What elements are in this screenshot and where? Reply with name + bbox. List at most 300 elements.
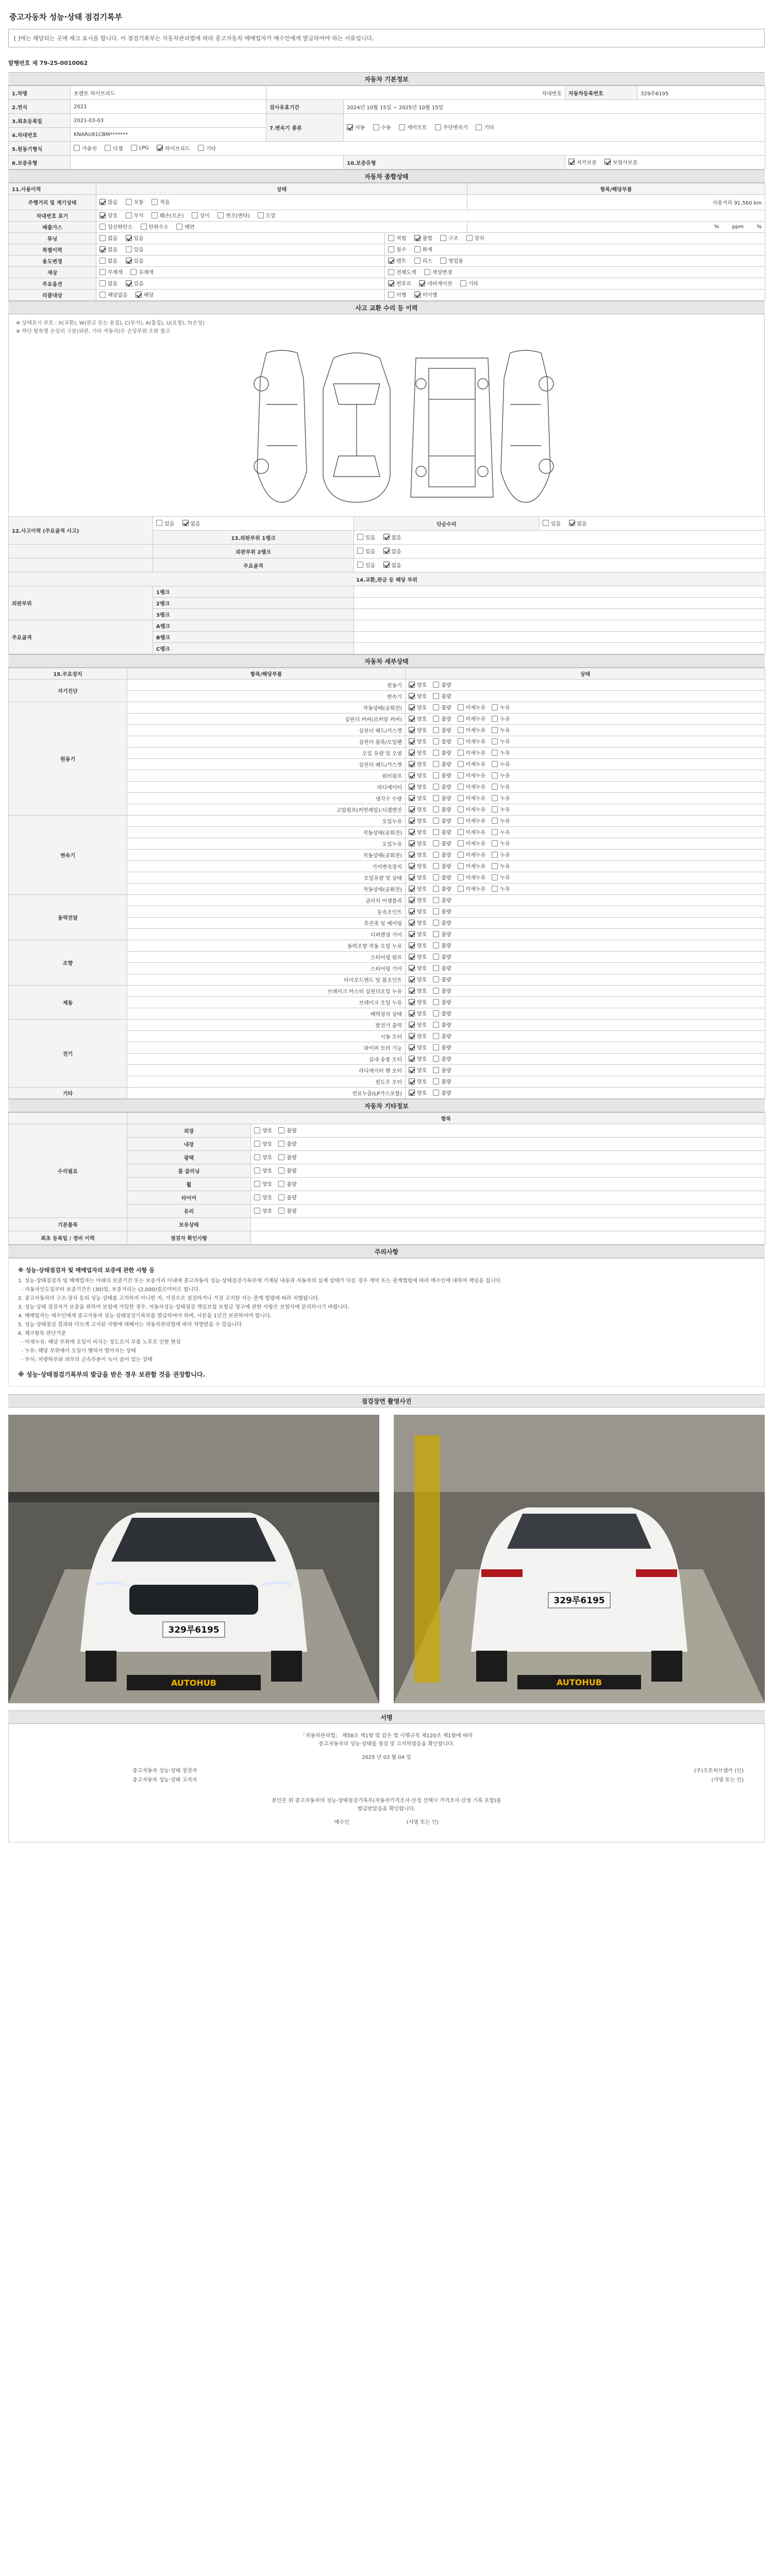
status-option[interactable]: 불량	[278, 1180, 296, 1188]
checkbox-checked[interactable]	[409, 840, 415, 846]
checkbox[interactable]	[433, 761, 439, 767]
status-option[interactable]: 불량	[433, 760, 451, 768]
checkbox[interactable]	[435, 124, 441, 130]
checkbox[interactable]	[433, 772, 439, 778]
status-option[interactable]: 불량	[433, 987, 451, 994]
checkbox[interactable]	[458, 886, 464, 892]
checkbox-checked[interactable]	[409, 920, 415, 926]
checkbox-checked[interactable]	[409, 704, 415, 710]
checkbox[interactable]	[492, 818, 498, 824]
status-option[interactable]: 불량	[433, 941, 451, 949]
status-option[interactable]: 미세누유	[458, 873, 486, 881]
status-option[interactable]: 불량	[433, 692, 451, 700]
checkbox[interactable]	[492, 716, 498, 722]
status-option[interactable]: 누유	[492, 862, 510, 870]
status-option[interactable]: 미세누유	[458, 862, 486, 870]
status-option[interactable]: 양호	[409, 1077, 427, 1085]
status-option[interactable]: 불량	[433, 953, 451, 960]
status-option[interactable]: 불량	[433, 1055, 451, 1062]
checkbox-checked[interactable]	[409, 954, 415, 960]
checkbox[interactable]	[492, 727, 498, 733]
checkbox[interactable]	[278, 1154, 284, 1160]
status-option[interactable]: 불량	[433, 1021, 451, 1028]
document-title: 중고자동차 성능·상태 점검기록부	[9, 12, 123, 22]
checkbox[interactable]	[433, 1044, 439, 1050]
status-option[interactable]: 양호	[254, 1153, 272, 1161]
checkbox-checked[interactable]	[409, 1022, 415, 1028]
status-option[interactable]: 불량	[433, 930, 451, 938]
status-option[interactable]: 양호	[254, 1166, 272, 1174]
checkbox-checked[interactable]	[409, 908, 415, 914]
checkbox[interactable]	[433, 784, 439, 790]
checkbox-checked[interactable]	[409, 999, 415, 1005]
checkbox[interactable]	[278, 1167, 284, 1174]
checkbox[interactable]	[105, 145, 111, 151]
status-option[interactable]: 양호	[409, 760, 427, 768]
checkbox-checked[interactable]	[409, 931, 415, 937]
detail-item-label: 디퍼렌셜 기어	[127, 929, 406, 940]
checkbox[interactable]	[458, 818, 464, 824]
checkbox[interactable]	[433, 1056, 439, 1062]
checkbox-checked[interactable]	[409, 1033, 415, 1039]
status-option[interactable]: 불량	[433, 873, 451, 881]
checkbox[interactable]	[433, 886, 439, 892]
checkbox-checked[interactable]	[409, 942, 415, 948]
status-option[interactable]: 양호	[254, 1193, 272, 1201]
odometer-opt-3[interactable]: 적음	[152, 198, 170, 206]
overall-col-1: 11.사용이력	[9, 183, 96, 195]
checkbox[interactable]	[492, 784, 498, 790]
status-option[interactable]: 불량	[433, 1066, 451, 1074]
status-option[interactable]: 누유	[492, 851, 510, 858]
status-option[interactable]: 불량	[433, 681, 451, 688]
status-option[interactable]: 양호	[409, 941, 427, 949]
checkbox[interactable]	[433, 931, 439, 937]
status-option[interactable]: 미세누유	[458, 771, 486, 779]
status-option[interactable]: 불량	[433, 794, 451, 802]
status-option[interactable]: 누유	[492, 839, 510, 847]
checkbox[interactable]	[492, 840, 498, 846]
checkbox[interactable]	[254, 1181, 260, 1187]
warranty-value	[71, 156, 344, 170]
checkbox-checked[interactable]	[409, 886, 415, 892]
status-option[interactable]: 양호	[409, 783, 427, 790]
checkbox-checked[interactable]	[157, 145, 163, 151]
notes-line: 6. 체크항목 판단기준	[18, 1331, 66, 1336]
status-option[interactable]: 양호	[409, 907, 427, 915]
checkbox-checked[interactable]	[409, 829, 415, 835]
status-option[interactable]: 불량	[433, 771, 451, 779]
status-option[interactable]: 미세누유	[458, 817, 486, 824]
checkbox-checked[interactable]	[568, 159, 575, 165]
detail-row	[9, 1020, 765, 1031]
status-option[interactable]: 불량	[433, 726, 451, 734]
status-option[interactable]: 불량	[433, 907, 451, 915]
status-option[interactable]: 불량	[278, 1166, 296, 1174]
checkbox-checked[interactable]	[409, 988, 415, 994]
checkbox[interactable]	[433, 874, 439, 880]
checkbox[interactable]	[278, 1181, 284, 1187]
checkbox[interactable]	[433, 988, 439, 994]
checkbox[interactable]	[433, 750, 439, 756]
status-option[interactable]: 미세누유	[458, 749, 486, 756]
checkbox[interactable]	[458, 704, 464, 710]
status-option[interactable]: 불량	[433, 1043, 451, 1051]
checkbox[interactable]	[254, 1208, 260, 1214]
detail-item-label: 연료누출(LP가스포함)	[127, 1088, 406, 1099]
checkbox-checked[interactable]	[409, 818, 415, 824]
status-option[interactable]: 양호	[409, 726, 427, 734]
checkbox[interactable]	[433, 704, 439, 710]
status-option[interactable]: 불량	[433, 975, 451, 983]
checkbox-checked[interactable]	[409, 795, 415, 801]
transmission-cvt[interactable]: 무단변속기	[435, 123, 468, 131]
status-option[interactable]: 미세누유	[458, 851, 486, 858]
status-option[interactable]: 양호	[409, 1021, 427, 1028]
checkbox[interactable]	[458, 795, 464, 801]
status-option[interactable]: 누유	[492, 794, 510, 802]
odometer-label: 주행거리 및 계기상태	[9, 195, 96, 210]
status-option[interactable]: 양호	[409, 987, 427, 994]
checkbox-checked[interactable]	[409, 1090, 415, 1096]
status-option[interactable]: 양호	[409, 1032, 427, 1040]
checkbox[interactable]	[433, 1010, 439, 1016]
checkbox-checked[interactable]	[409, 682, 415, 688]
status-option[interactable]: 미세누유	[458, 783, 486, 790]
other-info-header: 자동차 기타정보	[8, 1099, 765, 1112]
status-option[interactable]: 양호	[409, 885, 427, 892]
status-option[interactable]: 양호	[254, 1140, 272, 1147]
checkbox[interactable]	[131, 145, 137, 151]
checkbox-checked[interactable]	[409, 863, 415, 869]
vin-mark-label: 차대번호 표기	[9, 210, 96, 222]
fuel-gasoline[interactable]: 가솔린	[74, 144, 97, 152]
checkbox[interactable]	[433, 863, 439, 869]
checkbox[interactable]	[458, 863, 464, 869]
status-option[interactable]: 불량	[433, 737, 451, 745]
warranty-self[interactable]: 자가보증	[568, 158, 597, 166]
checkbox[interactable]	[433, 840, 439, 846]
checkbox[interactable]	[433, 1033, 439, 1039]
checkbox-checked[interactable]	[409, 727, 415, 733]
checkbox-checked[interactable]	[409, 874, 415, 880]
checkbox-checked[interactable]	[409, 852, 415, 858]
checkbox[interactable]	[399, 124, 405, 130]
status-option[interactable]: 누유	[492, 783, 510, 790]
status-option[interactable]: 양호	[409, 828, 427, 836]
engine-type-label: 5.원동기형식	[9, 142, 71, 156]
checkbox[interactable]	[458, 750, 464, 756]
checkbox[interactable]	[492, 750, 498, 756]
checkbox[interactable]	[492, 829, 498, 835]
status-option[interactable]: 불량	[433, 805, 451, 813]
status-option[interactable]: 양호	[409, 953, 427, 960]
status-option[interactable]: 불량	[278, 1207, 296, 1214]
checkbox[interactable]	[433, 738, 439, 744]
car-name-value: 쏘렌토 하이브리드	[71, 86, 266, 100]
status-option[interactable]: 불량	[433, 839, 451, 847]
odometer-opt-1[interactable]: 많음	[99, 198, 117, 206]
checkbox[interactable]	[433, 795, 439, 801]
checkbox[interactable]	[433, 693, 439, 699]
status-option[interactable]: 불량	[433, 703, 451, 711]
status-option[interactable]: 미세누유	[458, 885, 486, 892]
checkbox[interactable]	[492, 772, 498, 778]
status-option[interactable]: 미세누유	[458, 839, 486, 847]
checkbox[interactable]	[254, 1127, 260, 1133]
status-option[interactable]: 양호	[409, 930, 427, 938]
status-option[interactable]: 양호	[409, 681, 427, 688]
status-option[interactable]: 불량	[433, 1009, 451, 1017]
status-option[interactable]: 불량	[433, 1077, 451, 1085]
odometer-opt-2[interactable]: 보통	[126, 198, 144, 206]
status-option[interactable]: 양호	[409, 771, 427, 779]
checkbox[interactable]	[458, 829, 464, 835]
checkbox[interactable]	[492, 738, 498, 744]
checkbox-checked[interactable]	[409, 750, 415, 756]
detail-item-label: 등속조인트	[127, 906, 406, 918]
status-option[interactable]: 미세누유	[458, 760, 486, 768]
checkbox[interactable]	[198, 145, 204, 151]
checkbox-checked[interactable]	[409, 716, 415, 722]
checkbox-checked[interactable]	[409, 1067, 415, 1073]
buyer-sign-line[interactable]: 매수인 (서명 또는 인)	[334, 1820, 439, 1825]
status-option[interactable]: 불량	[433, 828, 451, 836]
checkbox[interactable]	[433, 976, 439, 982]
checkbox[interactable]	[433, 1067, 439, 1073]
fuel-diesel[interactable]: 디젤	[105, 144, 123, 152]
notes-line: - 부식: 차량하부와 외부의 금속부분이 녹이 슬어 있는 상태	[18, 1357, 153, 1363]
other-info-row: 휠 양호 불량	[9, 1178, 765, 1191]
checkbox[interactable]	[458, 784, 464, 790]
checkbox[interactable]	[492, 852, 498, 858]
checkbox[interactable]	[254, 1141, 260, 1147]
fuel-lpg[interactable]: LPG	[131, 145, 149, 151]
parts-title: 14.교환,판금 등 해당 부위	[9, 572, 765, 586]
checkbox[interactable]	[492, 761, 498, 767]
checkbox[interactable]	[458, 772, 464, 778]
status-option[interactable]: 누유	[492, 737, 510, 745]
notes-line: - 미세누유: 해당 부위에 오일이 비치는 정도로서 부품 노후로 인한 현상	[18, 1340, 181, 1345]
notes-line: 3. 성능·상태 점검자가 보증을 위하여 보험에 가입한 경우, 자동차성능·상태점검 책임보험 보험금 청구에 관한 사항은 보험사에 문의하시기 바랍니다.	[18, 1304, 350, 1310]
checkbox[interactable]	[278, 1194, 284, 1200]
checkbox[interactable]	[433, 897, 439, 903]
checkbox-checked[interactable]	[409, 784, 415, 790]
checkbox-checked[interactable]	[409, 965, 415, 971]
fuel-hybrid[interactable]: 하이브리드	[157, 144, 190, 152]
status-option[interactable]: 양호	[409, 692, 427, 700]
checkbox[interactable]	[458, 761, 464, 767]
checkbox[interactable]	[458, 874, 464, 880]
status-option[interactable]: 누유	[492, 805, 510, 813]
status-option[interactable]: 불량	[433, 749, 451, 756]
status-option[interactable]: 불량	[433, 715, 451, 722]
status-option[interactable]: 누유	[492, 771, 510, 779]
checkbox-checked[interactable]	[409, 738, 415, 744]
checkbox[interactable]	[458, 716, 464, 722]
status-option[interactable]: 양호	[409, 919, 427, 926]
checkbox[interactable]	[492, 704, 498, 710]
detail-item-label: 실린더 헤드/가스켓	[127, 725, 406, 736]
status-option[interactable]: 불량	[278, 1153, 296, 1161]
status-option[interactable]: 불량	[278, 1126, 296, 1134]
checkbox[interactable]	[433, 999, 439, 1005]
status-option[interactable]: 누유	[492, 715, 510, 722]
status-option[interactable]: 양호	[254, 1180, 272, 1188]
status-option[interactable]: 양호	[409, 749, 427, 756]
checkbox[interactable]	[433, 965, 439, 971]
status-option[interactable]: 미세누유	[458, 703, 486, 711]
status-option[interactable]: 양호	[409, 805, 427, 813]
status-option[interactable]: 불량	[433, 851, 451, 858]
status-option[interactable]: 양호	[409, 737, 427, 745]
status-option[interactable]: 누유	[492, 828, 510, 836]
status-option[interactable]: 양호	[409, 873, 427, 881]
warranty-insurance[interactable]: 보험사보증	[604, 158, 637, 166]
status-option[interactable]: 누유	[492, 817, 510, 824]
status-option[interactable]: 누유	[492, 726, 510, 734]
checkbox[interactable]	[433, 806, 439, 812]
checkbox[interactable]	[433, 727, 439, 733]
checkbox[interactable]	[433, 818, 439, 824]
plate-value: 329루6195	[637, 86, 765, 100]
checkbox-checked[interactable]	[409, 1056, 415, 1062]
checkbox[interactable]	[492, 863, 498, 869]
checkbox[interactable]	[373, 124, 379, 130]
checkbox[interactable]	[433, 908, 439, 914]
status-option[interactable]: 불량	[433, 998, 451, 1006]
detail-item-label: 냉각수 수량	[127, 793, 406, 804]
status-option[interactable]: 불량	[433, 862, 451, 870]
checkbox[interactable]	[492, 874, 498, 880]
status-option[interactable]: 미세누유	[458, 715, 486, 722]
checkbox[interactable]	[433, 682, 439, 688]
first-reg-value: 2021-03-03	[71, 114, 266, 128]
status-option[interactable]: 양호	[254, 1126, 272, 1134]
status-option[interactable]: 불량	[433, 817, 451, 824]
status-option[interactable]: 미세누유	[458, 726, 486, 734]
checkbox[interactable]	[433, 852, 439, 858]
status-option[interactable]: 양호	[409, 862, 427, 870]
checkbox-checked[interactable]	[409, 976, 415, 982]
checkbox[interactable]	[458, 738, 464, 744]
checkbox[interactable]	[433, 954, 439, 960]
checkbox[interactable]	[433, 1090, 439, 1096]
status-option[interactable]: 양호	[409, 975, 427, 983]
status-option[interactable]: 불량	[433, 1032, 451, 1040]
status-option[interactable]: 불량	[433, 885, 451, 892]
checkbox[interactable]	[458, 727, 464, 733]
status-option[interactable]: 양호	[409, 794, 427, 802]
checkbox-checked[interactable]	[409, 1044, 415, 1050]
checkbox[interactable]	[433, 920, 439, 926]
transmission-manual[interactable]: 수동	[373, 123, 391, 131]
status-option[interactable]: 불량	[278, 1193, 296, 1201]
checkbox[interactable]	[254, 1154, 260, 1160]
detail-item-label: 동력조향 작동 오일 누유	[127, 940, 406, 952]
checkbox[interactable]	[458, 806, 464, 812]
status-option[interactable]: 양호	[409, 1089, 427, 1096]
status-option[interactable]: 불량	[433, 964, 451, 972]
checkbox-checked[interactable]	[347, 124, 353, 130]
status-option[interactable]: 불량	[433, 896, 451, 904]
status-option[interactable]: 미세누유	[458, 805, 486, 813]
other-info-row: 타이어 양호 불량	[9, 1191, 765, 1205]
checkbox[interactable]	[433, 1078, 439, 1084]
status-option[interactable]: 양호	[409, 896, 427, 904]
checkbox-checked[interactable]	[409, 1078, 415, 1084]
status-option[interactable]: 불량	[433, 1089, 451, 1096]
checkbox-checked[interactable]	[604, 159, 611, 165]
status-option[interactable]: 미세누유	[458, 794, 486, 802]
checkbox[interactable]	[458, 840, 464, 846]
status-option[interactable]: 양호	[409, 839, 427, 847]
checkbox[interactable]	[433, 716, 439, 722]
transmission-auto[interactable]: 자동	[347, 123, 365, 131]
status-option[interactable]: 양호	[409, 998, 427, 1006]
status-option[interactable]: 양호	[409, 817, 427, 824]
status-option[interactable]: 양호	[409, 1043, 427, 1051]
transmission-options	[344, 114, 765, 142]
status-option[interactable]: 양호	[409, 851, 427, 858]
checkbox[interactable]	[278, 1127, 284, 1133]
checkbox[interactable]	[278, 1208, 284, 1214]
status-option[interactable]: 양호	[409, 715, 427, 722]
checkbox[interactable]	[254, 1194, 260, 1200]
checkbox[interactable]	[278, 1141, 284, 1147]
status-option[interactable]: 양호	[409, 964, 427, 972]
checkbox-checked[interactable]	[409, 1010, 415, 1016]
status-option[interactable]: 양호	[409, 1066, 427, 1074]
status-option[interactable]: 양호	[254, 1207, 272, 1214]
status-option[interactable]: 누유	[492, 749, 510, 756]
status-option[interactable]: 양호	[409, 1009, 427, 1017]
status-option[interactable]: 양호	[409, 1055, 427, 1062]
checkbox[interactable]	[433, 829, 439, 835]
main-options-label: 주요옵션	[9, 278, 96, 290]
status-option[interactable]: 불량	[278, 1140, 296, 1147]
transmission-etc[interactable]: 기타	[476, 123, 494, 131]
detail-item-label: 오일누유	[127, 816, 406, 827]
status-option[interactable]: 미세누유	[458, 737, 486, 745]
checkbox-checked[interactable]	[409, 806, 415, 812]
fuel-etc[interactable]: 기타	[198, 144, 216, 152]
checkbox-checked[interactable]	[409, 761, 415, 767]
checkbox-checked[interactable]	[409, 693, 415, 699]
checkbox[interactable]	[476, 124, 482, 130]
checkbox-checked[interactable]	[409, 897, 415, 903]
transmission-semi[interactable]: 세미오토	[399, 123, 427, 131]
status-option[interactable]: 누유	[492, 885, 510, 892]
status-option[interactable]: 누유	[492, 873, 510, 881]
checkbox[interactable]	[74, 145, 80, 151]
status-option[interactable]: 양호	[409, 703, 427, 711]
checkbox[interactable]	[492, 886, 498, 892]
checkbox[interactable]	[433, 942, 439, 948]
checkbox[interactable]	[433, 1022, 439, 1028]
rear-banner-text: AUTOHUB	[557, 1677, 602, 1687]
status-option[interactable]: 불량	[433, 783, 451, 790]
checkbox[interactable]	[458, 852, 464, 858]
checkbox-checked[interactable]	[409, 772, 415, 778]
checkbox[interactable]	[492, 806, 498, 812]
status-option[interactable]: 불량	[433, 919, 451, 926]
checkbox[interactable]	[254, 1167, 260, 1174]
status-option[interactable]: 미세누유	[458, 828, 486, 836]
checkbox[interactable]	[492, 795, 498, 801]
status-option[interactable]: 누유	[492, 703, 510, 711]
status-option[interactable]: 누유	[492, 760, 510, 768]
